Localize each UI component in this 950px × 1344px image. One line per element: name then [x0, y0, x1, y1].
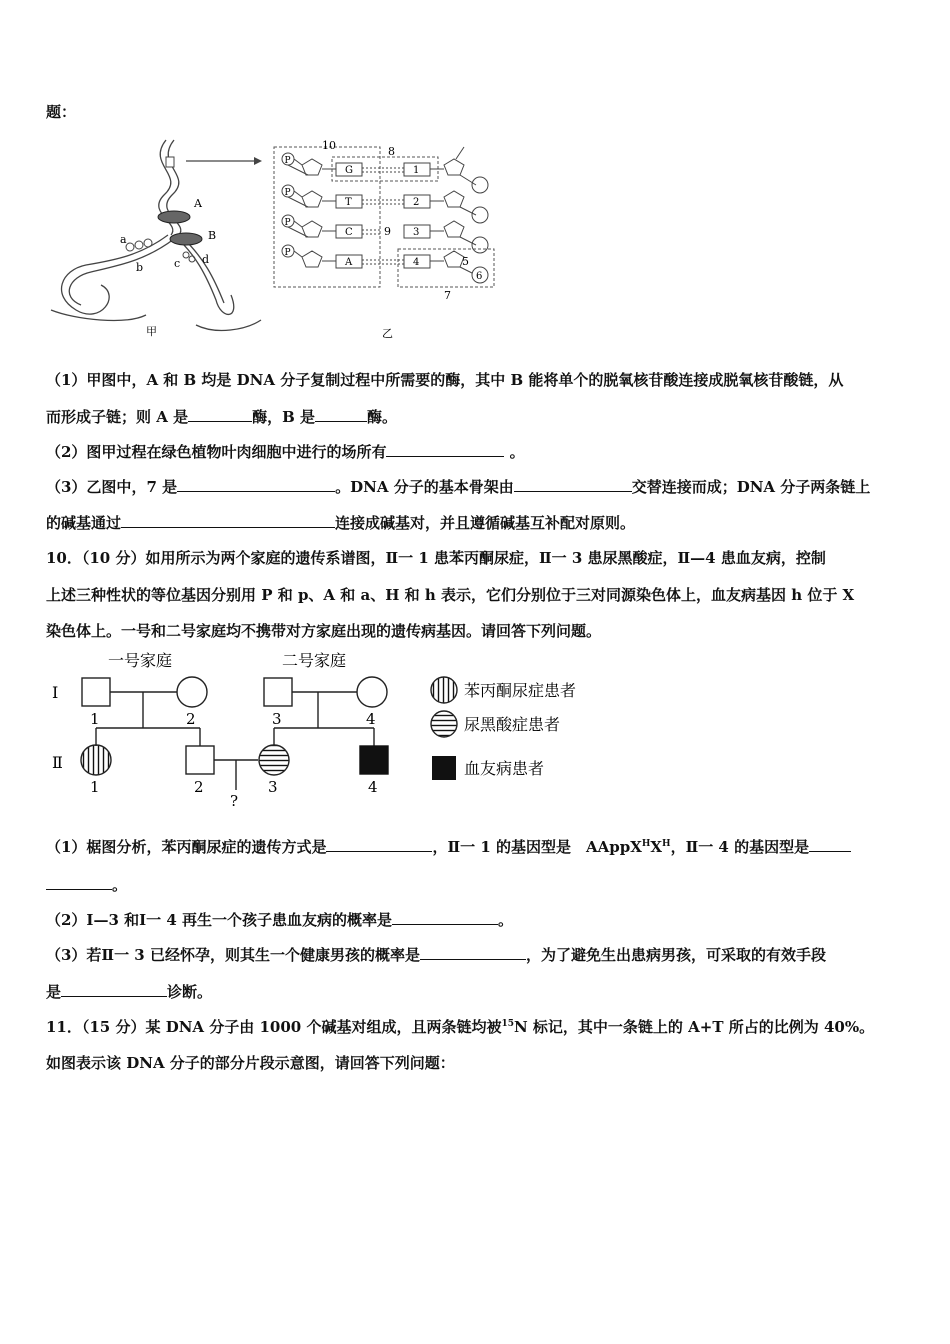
enzyme-A-icon	[158, 211, 190, 223]
label-A: A	[194, 197, 202, 210]
base-4: 4	[413, 257, 420, 268]
q10-line2: 上述三种性状的等位基因分别用 P 和 p、A 和 a、H 和 h 表示，它们分别位于三对同源染色体上，血友病基因 h 位于 X	[46, 586, 855, 604]
phosphate-4: P	[284, 248, 291, 258]
blank-bond[interactable]	[121, 513, 335, 528]
II-2-num: 2	[194, 778, 204, 796]
blank-seven[interactable]	[177, 477, 335, 492]
family-2-title: 二号家庭	[282, 651, 347, 670]
blank-enzyme-a[interactable]	[188, 407, 252, 422]
blank-location[interactable]	[386, 442, 504, 457]
blank-diagnosis[interactable]	[61, 982, 167, 997]
label-d: d	[202, 253, 210, 266]
II-4-num: 4	[368, 778, 378, 796]
dna-replication-figure	[46, 135, 506, 345]
label-a: a	[120, 233, 127, 246]
I-3-male	[264, 678, 292, 706]
blank-probability[interactable]	[392, 910, 498, 925]
II-3-num: 3	[268, 778, 278, 796]
legend-hemophilia: 血友病患者	[464, 759, 545, 778]
q10-head: 10．（10 分）如用所示为两个家庭的遗传系谱图，Ⅱ一 1 患苯丙酮尿症，Ⅱ一 3 患尿黑酸症，Ⅱ—4 患血友病，控制	[46, 549, 826, 567]
q10-part3-line1: （3）若Ⅱ一 3 已经怀孕，则其生一个健康男孩的概率是 ，为了避免生出患病男孩，可采取的有效手段	[46, 946, 826, 964]
arrow-head-icon	[254, 157, 262, 165]
II-1-pku-female	[81, 745, 111, 775]
blank-healthy-boy[interactable]	[420, 945, 526, 960]
phosphate-3: P	[284, 218, 291, 228]
q9-part3-line2: 的碱基通过 连接成碱基对，并且遵循碱基互补配对原则。	[46, 514, 636, 532]
generation-2-label: Ⅱ	[52, 753, 63, 772]
I-4-female	[357, 677, 387, 707]
legend-hemophilia-icon	[432, 756, 456, 780]
base-T: T	[345, 197, 352, 208]
q10-part2: （2）Ⅰ—3 和Ⅰ一 4 再生一个孩子患血友病的概率是 。	[46, 911, 514, 929]
legend-alkaptonuria: 尿黑酸症患者	[464, 715, 561, 734]
q11-head: 11．（15 分）某 DNA 分子由 1000 个碱基对组成，且两条链均被$^{15}$N 标记，其中一条链上的 A+T 所占的比例为 40%。	[46, 1018, 875, 1036]
pedigree-figure	[46, 648, 606, 813]
base-C: C	[345, 227, 353, 238]
caption-jia: 甲	[146, 325, 157, 338]
base-1: 1	[413, 165, 420, 176]
blank-genotype-start[interactable]	[809, 837, 851, 852]
base-2: 2	[413, 197, 420, 208]
blank-inheritance[interactable]	[326, 837, 432, 852]
legend-alkaptonuria-icon	[431, 711, 457, 737]
base-A: A	[345, 257, 353, 268]
I-1-male	[82, 678, 110, 706]
q9-part1-line2: 而形成子链；则 A 是 酶，B 是 酶。	[46, 408, 398, 426]
label-c: c	[174, 257, 181, 270]
I-2-female	[177, 677, 207, 707]
q11-line2: 如图表示该 DNA 分子的部分片段示意图，请回答下列问题：	[46, 1054, 455, 1072]
II-2-male	[186, 746, 214, 774]
phosphate-1: P	[284, 156, 291, 166]
pedigree-lines	[96, 692, 374, 790]
family-1-title: 一号家庭	[108, 651, 173, 670]
I-3-num: 3	[272, 710, 282, 728]
legend-pku: 苯丙酮尿症患者	[464, 681, 577, 700]
I-4-num: 4	[366, 710, 376, 728]
num-7: 7	[444, 289, 451, 302]
blank-enzyme-b[interactable]	[315, 407, 367, 422]
num-6: 6	[476, 271, 483, 282]
generation-1-label: Ⅰ	[52, 683, 59, 702]
replication-fork-diagram	[51, 140, 261, 330]
num-8: 8	[388, 145, 395, 158]
q9-part2: （2）图甲过程在绿色植物叶肉细胞中进行的场所有 。	[46, 443, 525, 461]
label-b: b	[136, 261, 144, 274]
phosphate-2: P	[284, 188, 291, 198]
unborn-child-mark: ?	[230, 792, 239, 810]
base-3: 3	[413, 227, 420, 238]
blank-backbone[interactable]	[514, 477, 632, 492]
enzyme-B-icon	[170, 233, 202, 245]
q10-part3-line2: 是 诊断。	[46, 983, 213, 1001]
II-4-hemophilia-male	[360, 746, 388, 774]
label-B: B	[208, 229, 217, 242]
num-10: 10	[322, 139, 336, 152]
q10-part1-line1: （1）椐图分析，苯丙酮尿症的遗传方式是 ，Ⅱ一 1 的基因型是 $AAppX^HX^H$，Ⅱ一 4 的基因型是	[46, 837, 851, 857]
II-3-alkaptonuria-female	[259, 745, 289, 775]
legend-pku-icon	[431, 677, 457, 703]
I-1-num: 1	[90, 710, 100, 728]
q9-part3-line1: （3）乙图中，7 是 。DNA 分子的基本骨架由 交替连接而成；DNA 分子两条链上	[46, 478, 871, 496]
q10-part1-line2: 。	[46, 875, 127, 895]
base-G: G	[345, 165, 353, 176]
q10-line3: 染色体上。一号和二号家庭均不携带对方家庭出现的遗传病基因。请回答下列问题。	[46, 622, 602, 640]
I-2-num: 2	[186, 710, 196, 728]
caption-yi: 乙	[382, 327, 393, 340]
q9-part1-line1: （1）甲图中，A 和 B 均是 DNA 分子复制过程中所需要的酶，其中 B 能将单个的脱氧核苷酸连接成脱氧核苷酸链，从	[46, 371, 844, 389]
blank-genotype-end[interactable]	[46, 875, 112, 890]
num-9: 9	[384, 225, 391, 238]
num-5: 5	[462, 255, 469, 268]
box-10	[274, 147, 380, 287]
II-1-num: 1	[90, 778, 100, 796]
intro-text: 题：	[46, 103, 77, 121]
fork-box	[166, 157, 174, 167]
